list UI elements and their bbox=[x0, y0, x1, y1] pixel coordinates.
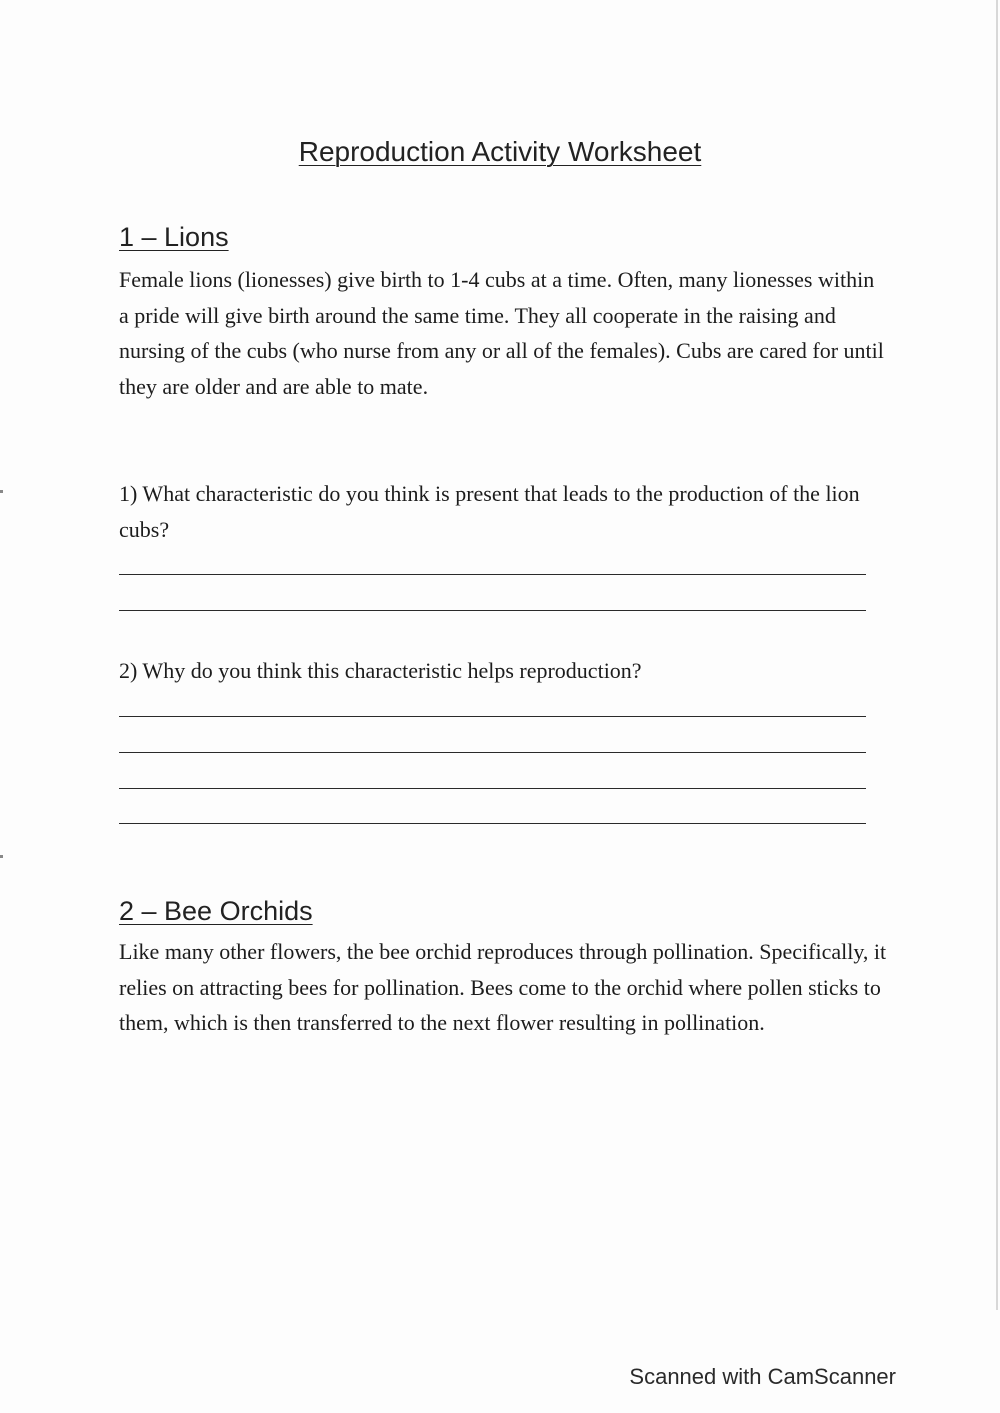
answer-line-q1-1[interactable] bbox=[119, 574, 866, 575]
answer-line-q2-4[interactable] bbox=[119, 823, 866, 824]
answer-line-q2-3[interactable] bbox=[119, 788, 866, 789]
section-heading-bee-orchids: 2 – Bee Orchids bbox=[119, 896, 313, 926]
lions-paragraph: Female lions (lionesses) give birth to 1-4 cubs at a time. Often, many lionesses within a pride will give birth around the same time. They all cooperate in the raising and nursing of the cubs (who nurse from any or all of the females). Cubs are cared for until they are older and are able to mate. bbox=[119, 267, 884, 399]
bee-orchids-paragraph: Like many other flowers, the bee orchid reproduces through pollination. Specifically, it relies on attracting bees for pollination. Bees come to the orchid where pollen sticks to them, which is then transferred to the next flower resulting in pollination. bbox=[119, 939, 887, 1035]
scan-edge-mark bbox=[0, 490, 3, 493]
question-2: 2) Why do you think this characteristic helps reproduction? bbox=[119, 658, 642, 683]
scanner-footer: Scanned with CamScanner bbox=[629, 1364, 896, 1389]
question-1: 1) What characteristic do you think is present that leads to the production of the lion cubs? bbox=[119, 481, 860, 542]
answer-line-q1-2[interactable] bbox=[119, 610, 866, 611]
worksheet-title: Reproduction Activity Worksheet bbox=[298, 136, 702, 167]
answer-line-q2-2[interactable] bbox=[119, 752, 866, 753]
scan-edge-mark bbox=[0, 855, 3, 858]
answer-line-q2-1[interactable] bbox=[119, 716, 866, 717]
section-heading-lions: 1 – Lions bbox=[119, 222, 229, 252]
scan-edge-shadow bbox=[996, 0, 998, 1310]
